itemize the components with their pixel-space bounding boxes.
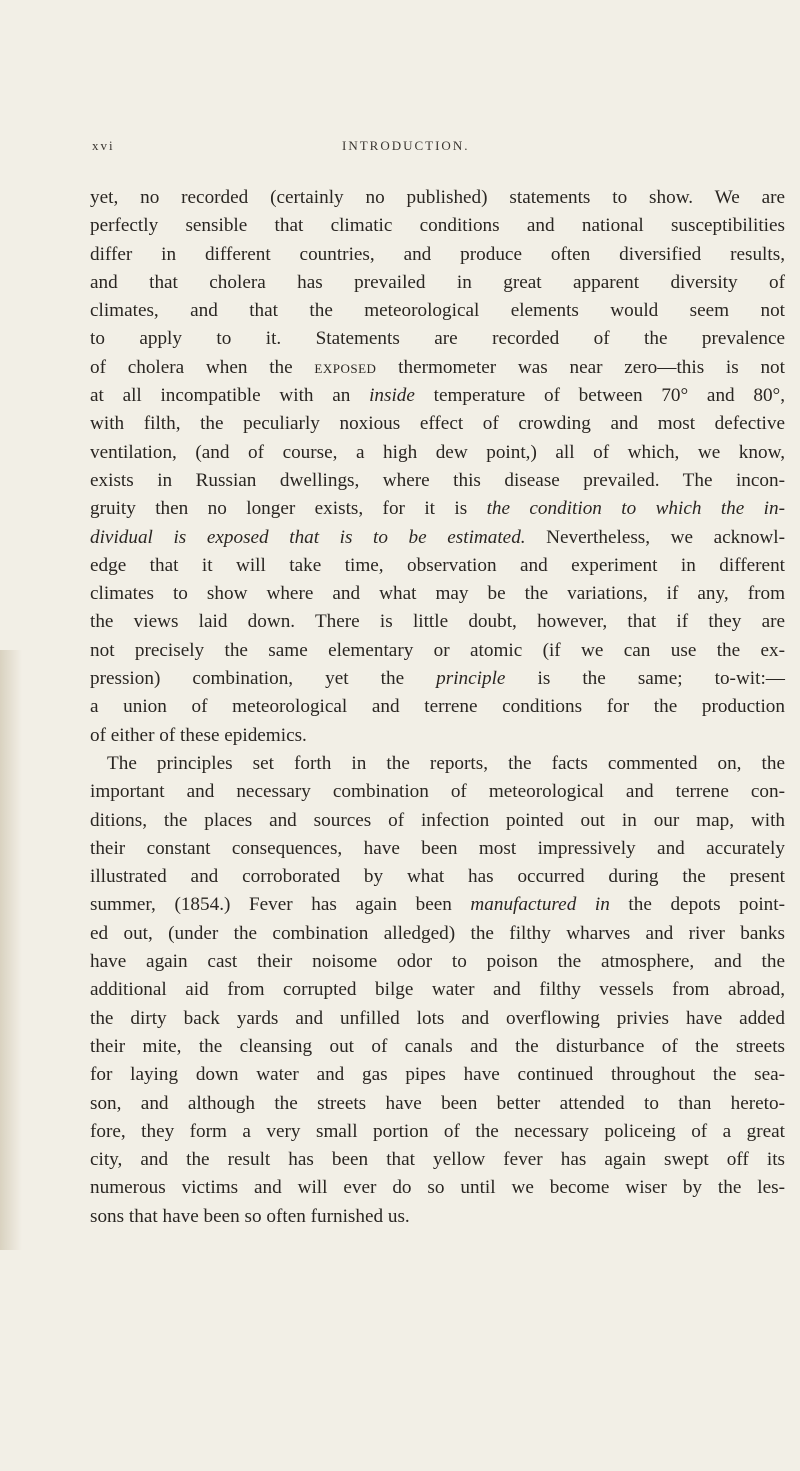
text-line: of cholera when the exposed thermometer was near zero—this is not — [90, 356, 785, 378]
paragraph-1 — [90, 184, 785, 750]
text-line: city, and the result has been that yellow fever has again swept off its — [90, 1149, 785, 1171]
text-line: to apply to it. Statements are recorded of the prevalence — [90, 328, 785, 350]
text-line: climates, and that the meteorological elements would seem not — [90, 300, 785, 322]
text-line: at all incompatible with an inside temperature of between 70° and 80°, — [90, 385, 786, 407]
text-line: additional aid from corrupted bilge water and filthy vessels from abroad, — [90, 979, 785, 1001]
text-line: their constant consequences, have been most impressively and accurately — [90, 837, 785, 859]
text-line: The principles set forth in the reports, the facts commented on, the — [107, 752, 785, 774]
text-line: differ in different countries, and produce often diversified results, — [90, 243, 785, 265]
text-line: ventilation, (and of course, a high dew point,) all of which, we know, — [90, 441, 785, 463]
text-line: dividual is exposed that is to be estimated. Nevertheless, we acknowl- — [90, 526, 786, 548]
text-line: numerous victims and will ever do so until we become wiser by the les- — [90, 1177, 785, 1199]
paragraph-2 — [90, 750, 785, 1231]
text-line: exists in Russian dwellings, where this disease prevailed. The incon- — [90, 469, 785, 491]
text-line: perfectly sensible that climatic conditions and national susceptibilities — [90, 215, 785, 237]
text-line: and that cholera has prevailed in great apparent diversity of — [90, 271, 785, 293]
text-line: fore, they form a very small portion of the necessary policeing of a great — [90, 1120, 785, 1142]
text-line: ditions, the places and sources of infection pointed out in our map, with — [90, 809, 785, 831]
text-line: pression) combination, yet the principle is the same; to-wit:— — [90, 668, 785, 690]
text-line: yet, no recorded (certainly no published) statements to show. We are — [90, 187, 785, 208]
page-number: xvi — [92, 138, 115, 153]
text-line: not precisely the same elementary or atomic (if we can use the ex- — [90, 639, 785, 661]
text-line: summer, (1854.) Fever has again been manufactured in the depots point- — [90, 894, 785, 916]
emphasis-italic: the condition to which the in- — [486, 498, 785, 520]
emphasis-italic: inside — [369, 385, 415, 407]
text-line: the dirty back yards and unfilled lots and overflowing privies have added — [90, 1007, 785, 1029]
page-header — [92, 138, 740, 160]
running-head: INTRODUCTION. — [342, 138, 470, 153]
emphasis-italic: dividual is exposed that is to be estimated. — [90, 526, 526, 548]
emphasis-italic: manufactured in — [470, 894, 610, 916]
emphasis-small-caps: exposed — [314, 356, 377, 378]
text-line: a union of meteorological and terrene conditions for the production — [90, 696, 785, 718]
text-line: their mite, the cleansing out of canals and the disturbance of the streets — [90, 1035, 785, 1057]
text-line: sons that have been so often furnished us. — [90, 1205, 410, 1227]
text-line: climates to show where and what may be the variations, if any, from — [90, 583, 785, 605]
text-line: of either of these epidemics. — [90, 724, 307, 746]
text-line: for laying down water and gas pipes have continued throughout the sea- — [90, 1064, 785, 1086]
text-line: with filth, the peculiarly noxious effect of crowding and most defective — [90, 413, 785, 435]
text-line: the views laid down. There is little doubt, however, that if they are — [90, 611, 785, 633]
text-line: edge that it will take time, observation and experiment in different — [90, 554, 785, 576]
text-line: illustrated and corroborated by what has occurred during the present — [90, 866, 785, 888]
page-binding-shadow — [0, 650, 22, 1250]
text-line: son, and although the streets have been better attended to than hereto- — [90, 1092, 785, 1114]
text-line: gruity then no longer exists, for it is the condition to which the in- — [90, 498, 785, 520]
text-line: have again cast their noisome odor to poison the atmosphere, and the — [90, 951, 785, 973]
text-line: important and necessary combination of meteorological and terrene con- — [90, 781, 785, 803]
text-line: ed out, (under the combination alledged) the filthy wharves and river banks — [90, 922, 785, 944]
emphasis-italic: principle — [436, 668, 506, 690]
body-text — [90, 184, 785, 1231]
